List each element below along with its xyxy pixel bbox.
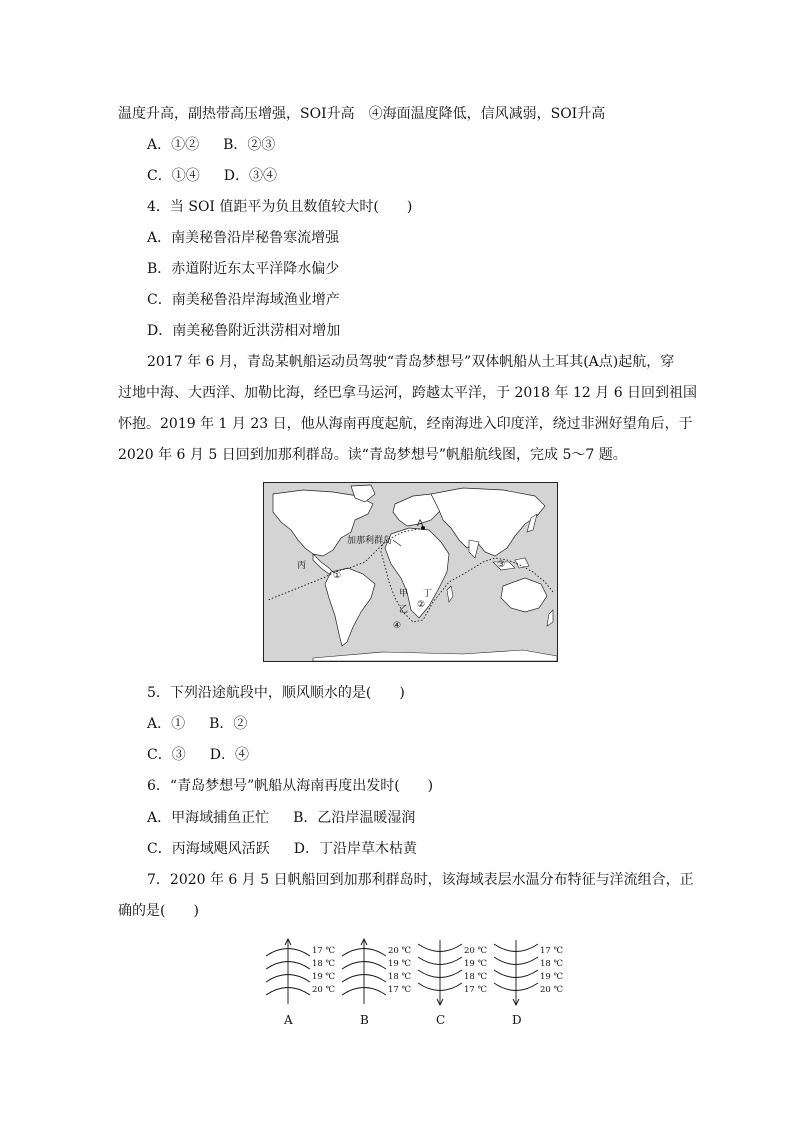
segment-1-marker: ① [333,571,342,581]
diagram-letter: A [284,1013,293,1027]
passage-line-3: 怀抱。2019 年 1 月 23 日，他从海南再度起航，经南海进入印度洋，绕过非洲好望角后，于 [118,416,693,432]
diagram-letter: B [360,1013,369,1027]
q6-options-row-2 [147,839,417,859]
canary-islands-label: 加那利群岛 [347,536,393,546]
point-a-label: A [417,519,424,529]
passage-line-2: 过地中海、大西洋、加勒比海，经巴拿马运河，跨越太平洋，于 2018 年 12 月 6 日回到祖国 [118,385,698,401]
sea-jia-label: 甲 [399,589,409,599]
temperature-label: 17 ℃ [464,985,488,995]
q3-option-a[interactable]: A．①② [147,137,200,153]
temperature-label: 20 ℃ [388,946,412,956]
segment-2-marker: ② [417,600,426,610]
diagram-letter: C [436,1013,446,1027]
q7-stem-line-2: 确的是( ) [118,903,199,919]
temperature-label: 20 ℃ [312,985,336,995]
temperature-label: 18 ℃ [464,972,488,982]
temperature-label: 19 ℃ [540,972,564,982]
isotherm-diagrams [258,938,564,1030]
q5-options-row-2 [147,745,249,765]
q3-options-row-2 [147,166,277,186]
q4-stem: 4．当 SOI 值距平为负且数值较大时( ) [147,199,413,215]
temperature-label: 19 ℃ [388,959,412,969]
q3-options-row-1 [147,135,275,155]
sea-bing-label: 丙 [297,561,307,571]
q3-option-d[interactable]: D．③④ [223,168,277,184]
segment-4-marker: ④ [393,621,402,631]
segment-3-marker: ③ [497,560,506,570]
q4-option-a[interactable]: A．南美秘鲁沿岸秘鲁寒流增强 [147,230,340,246]
diagram-c [418,940,487,1027]
diagram-b [342,939,411,1027]
temperature-label: 18 ℃ [312,959,336,969]
temperature-label: 17 ℃ [388,985,412,995]
route-world-map [263,482,558,662]
temperature-label: 17 ℃ [540,946,564,956]
temperature-label: 18 ℃ [540,959,564,969]
diagram-letter: D [512,1013,522,1027]
q4-option-c[interactable]: C．南美秘鲁沿岸海域渔业增产 [147,292,340,308]
temperature-label: 20 ℃ [464,946,488,956]
q4-option-d[interactable]: D．南美秘鲁附近洪涝相对增加 [147,323,341,339]
previous-question-continuation: 温度升高，副热带高压增强，SOI升高 ④海面温度降低，信风减弱，SOI升高 [118,106,606,122]
passage-line-4: 2020 年 6 月 5 日回到加那利群岛。读“青岛梦想号”帆船航线图，完成 5～7 题。 [118,447,627,463]
q6-option-a[interactable]: A．甲海域捕鱼正忙 [147,810,270,826]
q7-stem-line-1: 7．2020 年 6 月 5 日帆船回到加那利群岛时，该海域表层水温分布特征与洋流组合，正 [147,872,694,888]
q5-option-c[interactable]: C．③ [147,747,186,763]
q5-option-d[interactable]: D．④ [209,747,249,763]
coast-yi-label: 乙 [399,605,409,615]
q5-options-row-1 [147,714,247,734]
q4-option-b[interactable]: B．赤道附近东太平洋降水偏少 [147,261,340,277]
diagram-a [266,939,335,1027]
q6-option-c[interactable]: C．丙海域飓风活跃 [147,841,270,857]
q5-option-b[interactable]: B．② [209,716,248,732]
temperature-label: 17 ℃ [312,946,336,956]
q5-stem: 5．下列沿途航段中，顺风顺水的是( ) [147,685,405,701]
diagram-d [494,940,563,1027]
q3-option-b[interactable]: B．②③ [223,137,276,153]
temperature-label: 20 ℃ [540,985,564,995]
q3-option-c[interactable]: C．①④ [147,168,200,184]
coast-ding-label: 丁 [423,589,433,599]
q6-option-d[interactable]: D．丁沿岸草木枯黄 [293,841,417,857]
q6-options-row-1 [147,808,415,828]
q6-stem: 6．“青岛梦想号”帆船从海南再度出发时( ) [147,778,434,794]
temperature-label: 19 ℃ [464,959,488,969]
passage-line-1: 2017 年 6 月，青岛某帆船运动员驾驶“青岛梦想号”双体帆船从土耳其(A点)起航，穿 [147,354,675,370]
q6-option-b[interactable]: B．乙沿岸温暖湿润 [293,810,416,826]
temperature-label: 19 ℃ [312,972,336,982]
q5-option-a[interactable]: A．① [147,716,186,732]
temperature-label: 18 ℃ [388,972,412,982]
